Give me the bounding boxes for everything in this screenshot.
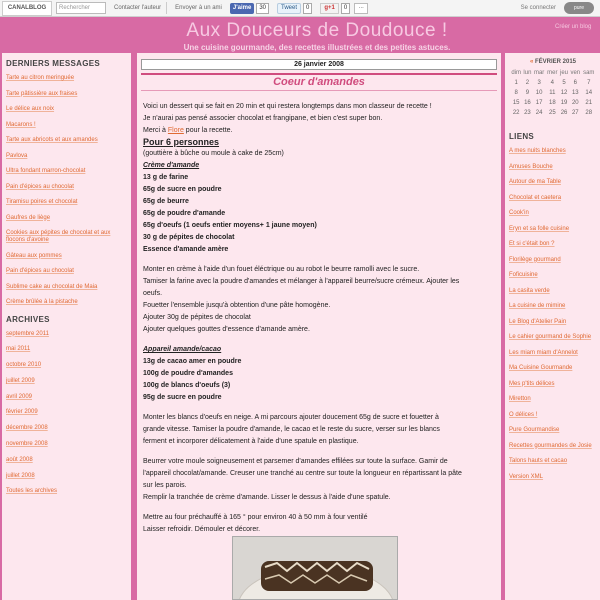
- post-title-wrap: [141, 73, 497, 91]
- archive-link[interactable]: juillet 2009: [6, 377, 35, 384]
- blogroll-link[interactable]: Chocolat et caetera: [509, 194, 562, 201]
- step-line: ferment et incorporer délicatement à l'aide d'une spatule en plastique.: [143, 438, 359, 445]
- search-input[interactable]: Rechercher: [56, 2, 106, 14]
- recent-post-link[interactable]: Cookies aux pépites de chocolat et aux flocons d'avoine: [6, 230, 111, 243]
- calendar-day: 14: [585, 90, 593, 96]
- steps-block: [143, 456, 497, 504]
- calendar-day: 22: [512, 110, 520, 116]
- blogroll-link[interactable]: Cook'in: [509, 210, 529, 216]
- calendar-day: 28: [585, 110, 593, 116]
- calendar-day: 13: [571, 90, 579, 96]
- blogroll-link[interactable]: Ma Cuisine Gourmande: [509, 365, 573, 371]
- calendar-day: 20: [571, 100, 579, 106]
- calendar-day: 25: [548, 110, 556, 116]
- calendar-day: 8: [514, 90, 518, 96]
- tweet-count: 0: [303, 3, 312, 14]
- appareil-ingredients: [143, 356, 497, 404]
- recent-post-link[interactable]: Tarte aux abricots et aux amandes: [6, 137, 98, 143]
- ingredient-line: 30 g de pépites de chocolat: [143, 234, 235, 241]
- main-column: [137, 53, 501, 600]
- intro-line: Je n'aurai pas pensé associer chocolat et frangipane, et bien c'est super bon.: [143, 115, 383, 122]
- step-line: l'appareil chocolat/amande. Creuser une tranché au centre sur toute la longueur en répartissant la pâte: [143, 470, 462, 477]
- calendar-day-header: dim: [511, 70, 521, 76]
- step-line: Beurrer votre moule soigneusement et parsemer d'amandes effilées sur toute la surface. Gamir de: [143, 458, 448, 465]
- recent-post-link[interactable]: Macarons !: [6, 121, 36, 128]
- calendar-day-header: ven: [570, 70, 581, 76]
- calendar-day: 7: [587, 80, 591, 86]
- archive-link[interactable]: août 2008: [6, 456, 33, 463]
- archives-heading: ARCHIVES: [6, 314, 50, 324]
- intro-line: Voici un dessert qui se fait en 20 min et qui restera longtemps dans mon classeur de recette !: [143, 103, 432, 110]
- archive-link[interactable]: septembre 2011: [6, 330, 49, 337]
- blogroll-link[interactable]: Recettes gourmandes de Josie: [509, 442, 592, 449]
- ingredient-line: 95g de sucre en poudre: [143, 394, 222, 401]
- step-line: Remplir la tranchée de crème d'amande. Lisser le dessus à l'aide d'une spatule.: [143, 494, 391, 501]
- recent-post-link[interactable]: Le délice aux noix: [6, 106, 55, 112]
- step-line: Monter les blancs d'oeufs en neige. A mi parcours ajouter doucement 65g de sucre et fouetter à: [143, 414, 439, 421]
- blog-header: [137, 18, 497, 58]
- step-line: sur les parois.: [143, 482, 187, 489]
- blogroll-link[interactable]: Florilège gourmand: [509, 256, 561, 263]
- recent-post-link[interactable]: Pavlova: [6, 152, 28, 159]
- step-line: Ajouter quelques gouttes d'essence d'amande amère.: [143, 326, 310, 333]
- google-plus-button[interactable]: g+1: [320, 3, 339, 14]
- blog-title[interactable]: Aux Douceurs de Doudouce !: [186, 20, 448, 41]
- pure-cuisine-logo[interactable]: pure: [564, 2, 594, 14]
- ingredient-line: 100g de blancs d'oeufs (3): [143, 382, 231, 389]
- calendar-day: 4: [550, 80, 554, 86]
- ingredient-line: 13 g de farine: [143, 174, 189, 181]
- recent-post-link[interactable]: Tiramisu poires et chocolat: [6, 199, 78, 205]
- recent-posts-heading: DERNIERS MESSAGES: [6, 59, 101, 68]
- blogroll-link[interactable]: Le Blog d'Atelier Pain: [509, 318, 567, 325]
- canalblog-logo[interactable]: CANALBLOG: [2, 1, 52, 16]
- calendar-day: 9: [525, 90, 530, 96]
- blogroll-link[interactable]: La casita verde: [509, 287, 550, 294]
- steps-block: [143, 512, 497, 536]
- recent-post-link[interactable]: Tarte au citron meringuée: [6, 75, 75, 81]
- blog-subtitle: Une cuisine gourmande, des recettes illustrées et des petites astuces.: [183, 43, 451, 52]
- calendar-day: 15: [512, 100, 520, 106]
- step-line: oeufs.: [143, 290, 163, 297]
- archive-link[interactable]: mai 2011: [6, 346, 31, 353]
- send-to-friend-link[interactable]: Envoyer à un ami: [175, 5, 222, 11]
- blogroll-link[interactable]: Autour de ma Table: [509, 179, 561, 185]
- post-title[interactable]: Coeur d'amandes: [141, 76, 497, 91]
- calendar-day: 5: [562, 80, 566, 86]
- google-plus-count: 0: [341, 3, 350, 14]
- step-line: Ajouter 30g de pépites de chocolat: [143, 314, 251, 321]
- calendar-day: 2: [525, 80, 530, 86]
- calendar-day: 3: [537, 80, 541, 86]
- ingredient-line: 65g de poudre d'amande: [143, 210, 226, 217]
- calendar-day: 10: [535, 90, 543, 96]
- recent-post-link[interactable]: Sublime cake au chocolat de Maia: [6, 283, 98, 290]
- blogroll-link[interactable]: Miretton: [509, 396, 531, 402]
- archives-list: [2, 331, 131, 496]
- ingredient-line: 13g de cacao amer en poudre: [143, 358, 242, 365]
- post-content: [143, 101, 497, 536]
- post-date: 26 janvier 2008: [141, 59, 497, 70]
- top-toolbar: [0, 0, 600, 17]
- calendar-month-label: FÉVRIER 2015: [534, 59, 577, 65]
- create-blog-link[interactable]: Créer un blog: [555, 24, 592, 30]
- blogroll-link[interactable]: Amuses Bouche: [509, 163, 553, 170]
- appareil-heading: Appareil amande/cacao: [143, 346, 222, 353]
- step-line: Fouetter l'ensemble jusqu'à obtention d'une pâte homogène.: [143, 302, 331, 309]
- ingredient-line: Essence d'amande amère: [143, 246, 229, 253]
- calendar-day: 19: [560, 100, 568, 106]
- blogroll-link[interactable]: La cuisine de mimine: [509, 303, 566, 309]
- calendar-day: 12: [560, 90, 568, 96]
- archive-link[interactable]: février 2009: [6, 409, 38, 416]
- calendar-day: 17: [535, 100, 543, 106]
- recent-post-link[interactable]: Gaufres de liège: [6, 214, 51, 221]
- step-line: Tamiser la farine avec la poudre d'amandes et mélanger à l'appareil beurre/sucre crémeux. Ajouter les: [143, 278, 460, 285]
- thanks-text: pour la recette.: [183, 127, 233, 134]
- recent-post-link[interactable]: Crème brûlée à la pistache: [6, 299, 78, 305]
- calendar-day: 21: [585, 100, 593, 106]
- recent-post-link[interactable]: Gâteau aux pommes: [6, 252, 62, 259]
- calendar-day: 23: [524, 110, 531, 116]
- blogroll-link[interactable]: Foficuisine: [509, 272, 538, 278]
- flore-link[interactable]: Flore: [167, 127, 184, 134]
- creme-heading: Crème d'amande: [143, 162, 200, 169]
- archive-link[interactable]: décembre 2008: [6, 425, 48, 432]
- calendar-day: 1: [514, 80, 518, 86]
- steps-block: [143, 264, 497, 336]
- recent-post-link[interactable]: Pain d'épices au chocolat: [6, 268, 74, 274]
- mould-note: (gouttière à bûche ou moule à cake de 25cm): [143, 150, 284, 157]
- prev-month-arrow[interactable]: «: [529, 59, 534, 65]
- calendar-day-header: sam: [583, 70, 595, 76]
- archive-link[interactable]: Toutes les archives: [6, 488, 58, 495]
- step-line: Laisser refroidir. Démouler et décorer.: [143, 526, 261, 533]
- recent-post-link[interactable]: Pain d'épices au chocolat: [6, 183, 74, 190]
- calendar: [510, 59, 596, 118]
- blogroll-link[interactable]: Pure Gourmandise: [509, 427, 560, 433]
- ingredient-line: 100g de poudre d'amandes: [143, 370, 233, 377]
- tweet-button[interactable]: Tweet: [277, 3, 301, 14]
- blogroll-link[interactable]: O délices !: [509, 411, 538, 418]
- links-heading: LIENS: [509, 132, 535, 141]
- thanks-line: [143, 125, 497, 137]
- links-list: [505, 148, 600, 481]
- step-line: Mettre au four préchauffé à 165 ° pour environ 40 à 50 mm à four ventilé: [143, 514, 368, 521]
- calendar-day: 24: [535, 110, 543, 116]
- ingredient-line: 65g d'oeufs (1 oeufs entier moyens+ 1 jaune moyen): [143, 222, 317, 229]
- blogroll-link[interactable]: Et si c'était bon ?: [509, 241, 555, 247]
- calendar-day-header: mar: [533, 70, 545, 76]
- blogroll-link[interactable]: Le cahier gourmand de Sophie: [509, 334, 592, 340]
- calendar-day: 16: [524, 100, 531, 106]
- calendar-day: 26: [560, 110, 568, 116]
- calendar-day: 18: [548, 100, 556, 106]
- creme-ingredients: [143, 172, 497, 256]
- right-sidebar: [505, 53, 600, 600]
- calendar-day: 11: [549, 90, 556, 96]
- recipe-photo: [232, 536, 398, 600]
- servings-heading: Pour 6 personnes: [143, 137, 220, 147]
- calendar-day-header: jeu: [560, 70, 569, 76]
- calendar-day: 6: [573, 80, 577, 86]
- blogroll-link[interactable]: A mes nuits blanches: [509, 148, 566, 154]
- separator: [166, 2, 167, 14]
- recent-post-link[interactable]: Ultra fondant marron-chocolat: [6, 168, 86, 174]
- blogroll-link[interactable]: Version XML: [509, 473, 544, 480]
- step-line: Monter en crème à l'aide d'un fouet éléctrique ou au robot le beurre ramolli avec le sucre.: [143, 266, 420, 273]
- blogroll-link[interactable]: Eryn et sa folle cuisine: [509, 225, 570, 232]
- archive-link[interactable]: novembre 2008: [6, 441, 48, 448]
- login-link[interactable]: Se connecter: [520, 5, 556, 11]
- calendar-day-header: lun: [523, 70, 532, 76]
- contact-author-link[interactable]: Contacter l'auteur: [114, 5, 162, 11]
- more-share-button[interactable]: ···: [354, 3, 368, 14]
- step-line: grande vitesse. Tamiser la poudre d'amande, le cacao et le reste du sucre, verser sur les blancs: [143, 426, 440, 433]
- left-sidebar: [2, 53, 131, 600]
- blogroll-link[interactable]: Les miam miam d'Annelot: [509, 349, 578, 356]
- thanks-text: Merci à: [143, 127, 168, 134]
- calendar-month: [510, 59, 596, 65]
- archive-link[interactable]: juillet 2008: [6, 472, 35, 479]
- recent-posts-list: [2, 75, 131, 306]
- ingredient-line: 65g de beurre: [143, 198, 189, 205]
- archive-link[interactable]: avril 2009: [6, 393, 33, 400]
- ingredient-line: 65g de sucre en poudre: [143, 186, 222, 193]
- archive-link[interactable]: octobre 2010: [6, 362, 42, 369]
- calendar-day: 27: [571, 110, 579, 116]
- facebook-like-count: 30: [256, 3, 269, 14]
- calendar-grid: [510, 68, 596, 118]
- blogroll-link[interactable]: Mes p'tits délices: [509, 380, 555, 387]
- facebook-like-button[interactable]: J'aime: [230, 3, 254, 14]
- steps-block: [143, 412, 497, 448]
- calendar-day-header: mer: [547, 70, 558, 76]
- recent-post-link[interactable]: Tarte pâtissière aux fraises: [6, 90, 78, 97]
- blogroll-link[interactable]: Talons hauts et cacao: [509, 458, 568, 464]
